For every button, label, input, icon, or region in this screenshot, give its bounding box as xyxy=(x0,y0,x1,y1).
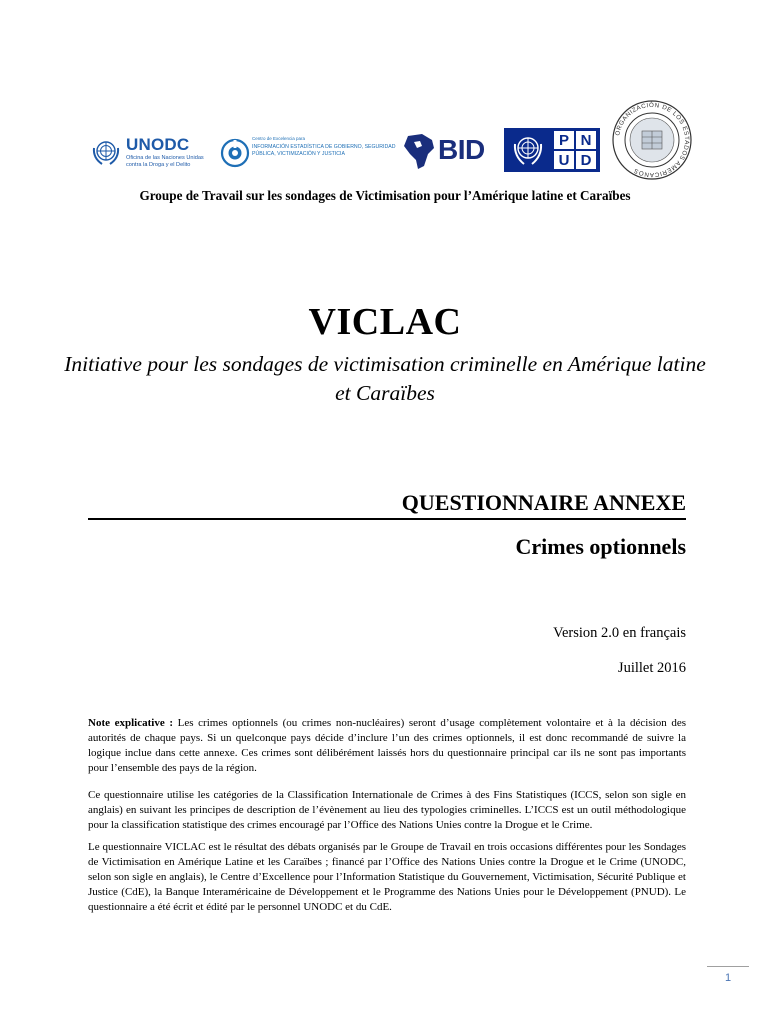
unodc-logo xyxy=(90,136,208,176)
bid-continent-icon xyxy=(402,132,436,170)
pnud-letter: P xyxy=(554,131,574,149)
pnud-letter-grid xyxy=(554,131,596,169)
explanatory-note-text: Les crimes optionnels (ou crimes non-nucléaires) seront d’usage complètement volontaire et à la décision des autorités de chaque pays. Si un quelconque pays décide d’inclure l’un des crimes optionnels, il est donc recommandé de suivre la logique inclue dans cette annexe. Ces crimes sont délibérément laissés hors du questionnaire principal car ils ne sont pas importants pour l’ensemble des pays de la région. xyxy=(88,717,686,774)
working-group-title: Groupe de Travail sur les sondages de Victimisation pour l’Amérique latine et Caraïbes xyxy=(139,188,631,203)
cde-text: INFORMACIÓN ESTADÍSTICA DE GOBIERNO, SEGURIDAD PÚBLICA, VICTIMIZACIÓN Y JUSTICIA xyxy=(252,144,396,157)
oea-seal-icon xyxy=(610,98,694,182)
document-title: VICLAC xyxy=(308,301,462,343)
cde-small-text: Centro de Excelencia para xyxy=(252,136,306,141)
questionnaire-subtitle: Crimes optionnels xyxy=(515,534,686,559)
pnud-logo xyxy=(504,128,600,172)
svg-text:ORGANIZACIÓN DE LOS ESTADOS AM: ORGANIZACIÓN DE LOS ESTADOS AMERICANOS xyxy=(614,101,691,179)
version-label: Version 2.0 en français xyxy=(553,625,686,641)
viclac-paragraph: Le questionnaire VICLAC est le résultat des débats organisés par le Groupe de Travail en trois occasions différentes pour les Sondages de Victimisation en Amérique Latine et les Caraïbes ; financé par l’Office des Nations Unies contre la Drogue et le Crime (UNODC, selon son sigle en anglais), le Centre d’Excellence pour l’Information Statistique du Gouvernement, Victimisation, Sécurité Publique et Justice (CdE), la Banque Interaméricaine de Développement et le Programme des Nations Unies pour le Développement (PNUD). Le questionnaire a été écrit et édité par le personnel UNODC et du CdE. xyxy=(88,841,686,913)
note-label: Note explicative : xyxy=(88,717,174,729)
page-number: 1 xyxy=(724,972,732,984)
document-subtitle: Initiative pour les sondages de victimisation criminelle en Amérique latine et Caraïbes xyxy=(64,352,706,405)
title-divider xyxy=(88,518,686,520)
iccs-paragraph: Ce questionnaire utilise les catégories de la Classification Internationale de Crimes à des Fins Statistiques (ICCS, selon son sigle en anglais) en suivant les principes de description de l’évènement au lieu des typologies criminelles. L’ICCS est un outil méthodologique pour la classification statistique des crimes encouragé par l’Office des Nations Unies contre la Drogue et le Crime. xyxy=(88,789,686,831)
unodc-subtitle: Oficina de las Naciones Unidas contra la Droga y el Delito xyxy=(126,155,204,168)
un-emblem-icon xyxy=(508,132,548,168)
pnud-letter: U xyxy=(554,151,574,169)
page-number-divider xyxy=(707,966,749,967)
explanatory-note-paragraph xyxy=(88,716,686,776)
pnud-letter: D xyxy=(576,151,596,169)
bid-text: BID xyxy=(438,134,485,165)
date-label: Juillet 2016 xyxy=(617,660,686,676)
pnud-letter: N xyxy=(576,131,596,149)
bid-logo xyxy=(402,132,494,170)
un-emblem-icon xyxy=(90,136,122,168)
cde-logo xyxy=(218,136,396,172)
cde-emblem-icon xyxy=(220,138,250,168)
questionnaire-title: QUESTIONNAIRE ANNEXE xyxy=(401,490,686,515)
logo-strip xyxy=(88,98,698,178)
unodc-name: UNODC xyxy=(126,135,190,154)
